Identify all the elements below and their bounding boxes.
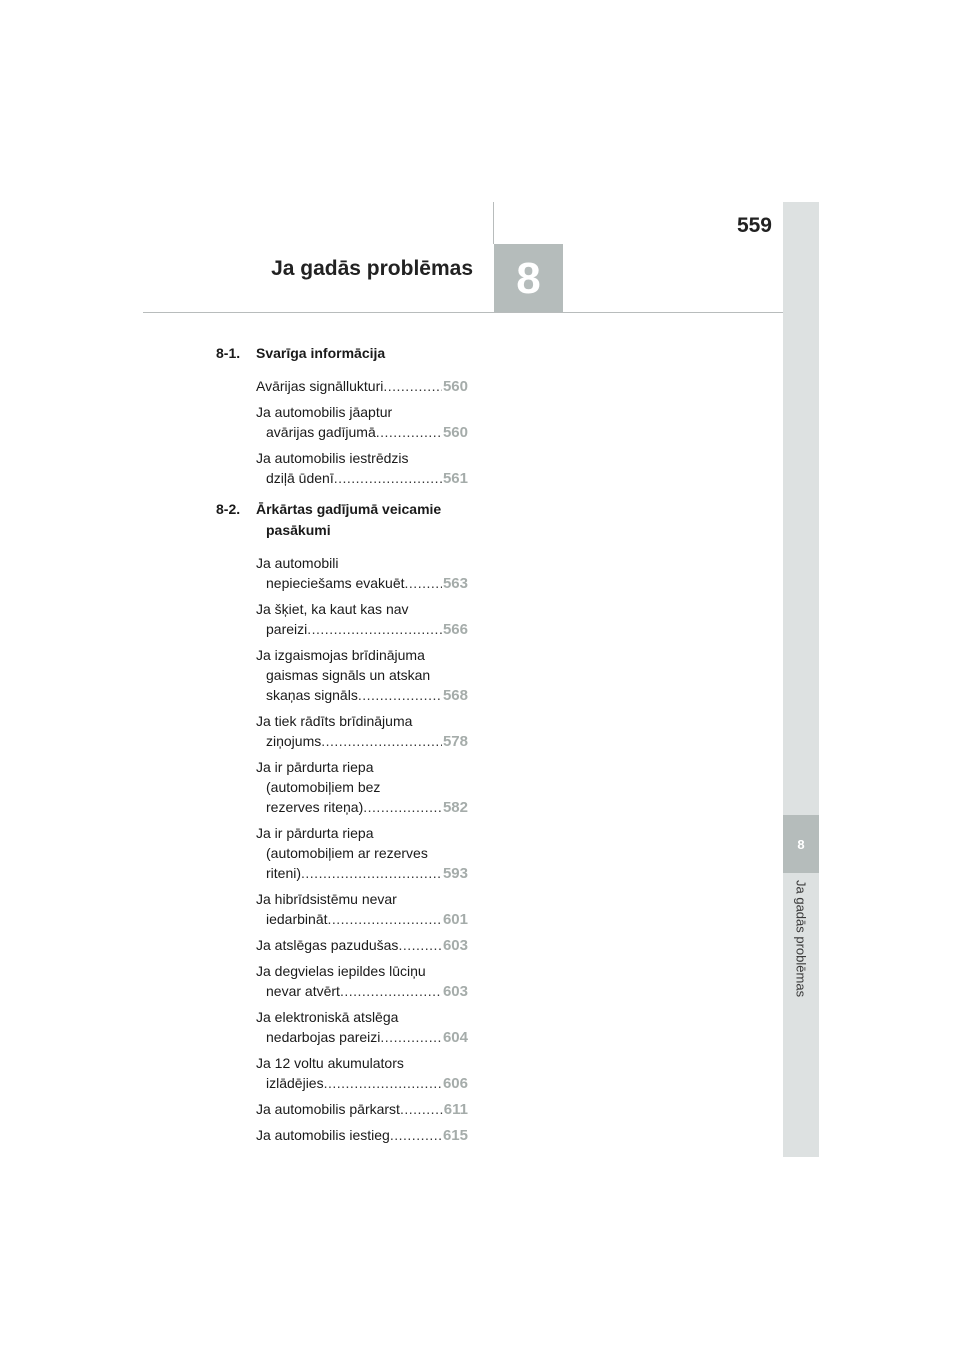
toc-entry-text: Ja atslēgas pazudušas <box>256 937 399 953</box>
toc-entry-line <box>256 645 468 665</box>
toc-entry-line <box>256 797 468 818</box>
toc-entry-line <box>256 961 468 981</box>
dot-leader <box>340 981 442 1001</box>
toc-entry[interactable] <box>256 553 468 594</box>
dot-leader <box>398 935 442 955</box>
side-tab-label: Ja gadās problēmas <box>793 880 809 998</box>
dot-leader <box>321 731 442 751</box>
toc-entry-text: Ja automobilis pārkarst <box>256 1101 400 1117</box>
toc-entry[interactable] <box>256 823 468 884</box>
toc-page-link[interactable]: 603 <box>442 983 468 1000</box>
toc-entry-line <box>256 843 468 863</box>
toc-entry[interactable] <box>256 599 468 640</box>
toc-page-link[interactable]: 568 <box>442 687 468 704</box>
dot-leader <box>405 573 442 593</box>
toc-entry-line <box>256 1125 468 1146</box>
toc-entry-text: nedarbojas pareizi <box>266 1029 381 1045</box>
toc-entry-line <box>256 402 468 422</box>
toc-entry-line <box>256 731 468 752</box>
toc-page-link[interactable]: 611 <box>443 1101 468 1118</box>
dot-leader <box>358 685 442 705</box>
toc-entry-text: Ja ir pārdurta riepa <box>256 759 374 775</box>
toc-page-link[interactable]: 615 <box>442 1127 468 1144</box>
toc-page-link[interactable]: 593 <box>442 865 468 882</box>
toc-page-link[interactable]: 560 <box>442 424 468 441</box>
toc-entry-line <box>256 909 468 930</box>
section-number: 8-2. <box>216 501 241 517</box>
toc-entry-line <box>256 823 468 843</box>
toc-entry[interactable] <box>256 1125 468 1146</box>
toc-entry-text: riteni) <box>266 865 302 881</box>
toc-entry-text: Ja hibrīdsistēmu nevar <box>256 891 397 907</box>
toc-entry-line <box>256 468 468 489</box>
header-vertical-divider <box>493 202 494 244</box>
dot-leader <box>400 1099 443 1119</box>
toc-entry[interactable] <box>256 1007 468 1048</box>
toc-entry-line <box>256 1073 468 1094</box>
toc-entry[interactable] <box>256 448 468 489</box>
toc-page-link[interactable]: 603 <box>442 937 468 954</box>
dot-leader <box>383 376 442 396</box>
side-tab-number[interactable]: 8 <box>783 815 819 873</box>
table-of-contents <box>216 343 468 1151</box>
side-thumb-tab-bar <box>783 202 819 1157</box>
toc-entry-line <box>256 619 468 640</box>
toc-entry[interactable] <box>256 889 468 930</box>
toc-page-link[interactable]: 563 <box>442 575 468 592</box>
toc-page-link[interactable]: 604 <box>442 1029 468 1046</box>
toc-entry-line <box>256 935 468 956</box>
toc-entry-line <box>256 777 468 797</box>
toc-entry-line <box>256 863 468 884</box>
dot-leader <box>324 1073 442 1093</box>
dot-leader <box>301 863 442 883</box>
toc-entry-text: Ja ir pārdurta riepa <box>256 825 374 841</box>
toc-entry-text: Ja tiek rādīts brīdinājuma <box>256 713 413 729</box>
dot-leader <box>328 909 442 929</box>
toc-entry[interactable] <box>256 961 468 1002</box>
toc-entry[interactable] <box>256 645 468 706</box>
toc-entry-text: nepieciešams evakuēt <box>266 575 405 591</box>
toc-entry-line <box>256 553 468 573</box>
toc-page-link[interactable]: 606 <box>442 1075 468 1092</box>
toc-section-heading <box>216 343 468 364</box>
header-divider <box>143 312 783 313</box>
toc-page-link[interactable]: 578 <box>442 733 468 750</box>
toc-entry-line <box>256 1027 468 1048</box>
toc-entry-line <box>256 757 468 777</box>
toc-entry-text: Ja degvielas iepildes lūciņu <box>256 963 426 979</box>
toc-entry-text: (automobiļiem ar rezerves <box>266 845 428 861</box>
toc-entry-line <box>256 1007 468 1027</box>
dot-leader <box>363 797 442 817</box>
toc-entry-text: Avārijas signāllukturi <box>256 378 384 394</box>
toc-entry-text: rezerves riteņa) <box>266 799 364 815</box>
toc-entry[interactable] <box>256 711 468 752</box>
toc-entry[interactable] <box>256 1053 468 1094</box>
toc-page-link[interactable]: 566 <box>442 621 468 638</box>
toc-page-link[interactable]: 601 <box>442 911 468 928</box>
toc-entry-line <box>256 422 468 443</box>
toc-entry-text: Ja automobili <box>256 555 339 571</box>
section-title <box>256 499 441 541</box>
toc-entry[interactable] <box>256 757 468 818</box>
toc-entry-line <box>256 665 468 685</box>
toc-entry-line <box>256 981 468 1002</box>
toc-entry-text: gaismas signāls un atskan <box>266 667 431 683</box>
toc-entry-line <box>256 573 468 594</box>
toc-entry-line <box>256 1053 468 1073</box>
toc-entry-text: Ja izgaismojas brīdinājuma <box>256 647 425 663</box>
toc-entry-text: Ja šķiet, ka kaut kas nav <box>256 601 409 617</box>
toc-entry-text: dziļā ūdenī <box>266 470 334 486</box>
dot-leader <box>334 468 442 488</box>
toc-entry-text: iedarbināt <box>266 911 328 927</box>
chapter-number-box: 8 <box>494 244 563 313</box>
dot-leader <box>376 422 442 442</box>
toc-entry-text: avārijas gadījumā <box>266 424 376 440</box>
toc-entry-line <box>256 376 468 397</box>
toc-entry-line <box>256 685 468 706</box>
toc-entry-text: Ja elektroniskā atslēga <box>256 1009 399 1025</box>
section-title-line: pasākumi <box>266 522 331 538</box>
dot-leader <box>307 619 442 639</box>
toc-entry-line <box>256 889 468 909</box>
toc-entry[interactable] <box>256 935 468 956</box>
toc-entry[interactable] <box>256 402 468 443</box>
section-title <box>256 343 385 364</box>
toc-entry-text: izlādējies <box>266 1075 324 1091</box>
toc-entry-text: (automobiļiem bez <box>266 779 381 795</box>
toc-entry-line <box>256 711 468 731</box>
toc-entry-line <box>256 599 468 619</box>
toc-page-link[interactable]: 582 <box>442 799 468 816</box>
toc-entry-text: nevar atvērt <box>266 983 340 999</box>
toc-entry[interactable] <box>256 1099 468 1120</box>
toc-entry-line <box>256 1099 468 1120</box>
section-number: 8-1. <box>216 345 241 361</box>
section-title-line: Svarīga informācija <box>256 345 386 361</box>
section-title-line: Ārkārtas gadījumā veicamie <box>256 501 442 517</box>
toc-section-heading <box>216 499 468 541</box>
toc-entry-text: ziņojums <box>266 733 322 749</box>
toc-entry-text: skaņas signāls <box>266 687 358 703</box>
toc-entry-line <box>256 448 468 468</box>
chapter-title: Ja gadās problēmas <box>271 257 473 280</box>
dot-leader <box>390 1125 442 1145</box>
toc-page-link[interactable]: 560 <box>442 378 468 395</box>
toc-entry-text: Ja automobilis iestrēdzis <box>256 450 409 466</box>
toc-entry-text: pareizi <box>266 621 308 637</box>
dot-leader <box>380 1027 442 1047</box>
toc-entry-text: Ja automobilis jāaptur <box>256 404 393 420</box>
toc-entry[interactable] <box>256 376 468 397</box>
toc-entry-text: Ja automobilis iestieg <box>256 1127 390 1143</box>
page-number: 559 <box>736 214 772 237</box>
toc-entry-text: Ja 12 voltu akumulators <box>256 1055 404 1071</box>
toc-page-link[interactable]: 561 <box>442 470 468 487</box>
